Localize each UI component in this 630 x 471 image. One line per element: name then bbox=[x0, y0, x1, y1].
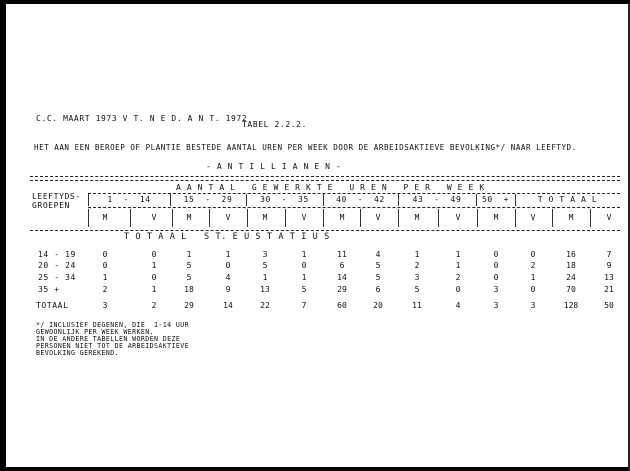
total-cell: 60 bbox=[337, 301, 347, 310]
group-divider bbox=[170, 194, 171, 206]
rule-top-2 bbox=[30, 180, 620, 181]
group-divider bbox=[476, 194, 477, 206]
total-cell: 7 bbox=[301, 301, 307, 310]
table-cell: 2 bbox=[102, 285, 108, 294]
table-cell: 6 bbox=[375, 285, 381, 294]
rule-hours bbox=[88, 207, 620, 208]
group-divider bbox=[323, 194, 324, 206]
column-divider bbox=[172, 209, 173, 227]
table-cell: 18 bbox=[184, 285, 194, 294]
table-cell: 1 bbox=[102, 273, 108, 282]
rule-header-bottom bbox=[30, 230, 620, 231]
sex-label: M bbox=[568, 213, 574, 222]
table-cell: 1 bbox=[414, 250, 420, 259]
sex-label: M bbox=[262, 213, 268, 222]
total-cell: 20 bbox=[373, 301, 383, 310]
total-cell: 128 bbox=[563, 301, 579, 310]
column-divider bbox=[130, 209, 131, 227]
total-label: TOTAAL bbox=[36, 301, 69, 310]
table-cell: 1 bbox=[301, 273, 307, 282]
sex-label: M bbox=[102, 213, 108, 222]
group-divider bbox=[398, 194, 399, 206]
table-cell: 0 bbox=[530, 285, 536, 294]
table-cell: 0 bbox=[493, 261, 499, 270]
group-divider bbox=[246, 194, 247, 206]
table-cell: 0 bbox=[151, 273, 157, 282]
hour-group-label: 50 + bbox=[481, 195, 510, 204]
column-divider bbox=[477, 209, 478, 227]
sex-label: M bbox=[186, 213, 192, 222]
table-number: TABEL 2.2.2. bbox=[242, 120, 307, 129]
table-cell: 5 bbox=[186, 273, 192, 282]
table-cell: 1 bbox=[455, 250, 461, 259]
column-divider bbox=[590, 209, 591, 227]
row-age-label: 35 + bbox=[38, 285, 60, 294]
table-cell: 1 bbox=[225, 250, 231, 259]
sex-label: V bbox=[455, 213, 461, 222]
column-divider bbox=[360, 209, 361, 227]
column-divider bbox=[247, 209, 248, 227]
hour-group-label: 43 - 49 bbox=[412, 195, 462, 204]
table-cell: 4 bbox=[375, 250, 381, 259]
hour-group-label: T O T A A L bbox=[537, 195, 598, 204]
table-cell: 0 bbox=[493, 250, 499, 259]
table-cell: 0 bbox=[493, 273, 499, 282]
table-cell: 6 bbox=[339, 261, 345, 270]
column-divider bbox=[88, 209, 89, 227]
table-cell: 13 bbox=[604, 273, 614, 282]
table-cell: 24 bbox=[566, 273, 576, 282]
table-cell: 18 bbox=[566, 261, 576, 270]
total-cell: 29 bbox=[184, 301, 194, 310]
sex-label: V bbox=[606, 213, 612, 222]
rule-group bbox=[88, 193, 620, 194]
table-cell: 29 bbox=[337, 285, 347, 294]
table-subtitle: - A N T I L L I A N E N - bbox=[206, 162, 342, 171]
hour-group-label: 30 - 35 bbox=[260, 195, 309, 204]
hour-group-label: 15 - 29 bbox=[183, 195, 233, 204]
hours-group-label: A A N T A L G E W E R K T E U R E N P E R W E E K bbox=[176, 183, 485, 192]
table-cell: 3 bbox=[493, 285, 499, 294]
table-cell: 3 bbox=[414, 273, 420, 282]
table-cell: 0 bbox=[301, 261, 307, 270]
sex-label: V bbox=[530, 213, 536, 222]
total-cell: 4 bbox=[455, 301, 461, 310]
table-cell: 0 bbox=[102, 261, 108, 270]
row-age-label: 14 - 19 bbox=[38, 250, 76, 259]
sex-label: V bbox=[151, 213, 157, 222]
table-cell: 5 bbox=[186, 261, 192, 270]
row-age-label: 20 - 24 bbox=[38, 261, 76, 270]
source-line: C.C. MAART 1973 V T. N E D. A N T. 1972 bbox=[36, 114, 248, 123]
table-cell: 3 bbox=[262, 250, 268, 259]
table-cell: 11 bbox=[337, 250, 347, 259]
total-cell: 3 bbox=[530, 301, 536, 310]
table-cell: 0 bbox=[102, 250, 108, 259]
rule-top bbox=[30, 176, 620, 177]
table-cell: 13 bbox=[260, 285, 270, 294]
total-cell: 2 bbox=[151, 301, 157, 310]
total-cell: 3 bbox=[493, 301, 499, 310]
table-cell: 0 bbox=[151, 250, 157, 259]
sex-label: V bbox=[225, 213, 231, 222]
column-divider bbox=[209, 209, 210, 227]
table-cell: 7 bbox=[606, 250, 612, 259]
table-cell: 1 bbox=[262, 273, 268, 282]
row-header-label: LEEFTYDS- GROEPEN bbox=[32, 192, 81, 210]
table-cell: 1 bbox=[455, 261, 461, 270]
table-cell: 70 bbox=[566, 285, 576, 294]
total-cell: 22 bbox=[260, 301, 270, 310]
total-cell: 3 bbox=[102, 301, 108, 310]
column-divider bbox=[515, 209, 516, 227]
table-cell: 0 bbox=[530, 250, 536, 259]
table-cell: 0 bbox=[225, 261, 231, 270]
table-cell: 2 bbox=[455, 273, 461, 282]
row-age-label: 25 - 34 bbox=[38, 273, 76, 282]
group-divider bbox=[515, 194, 516, 206]
section-title: T O T A A L S T. E U S T A T I U S bbox=[124, 232, 330, 242]
total-cell: 11 bbox=[412, 301, 422, 310]
group-divider bbox=[88, 194, 89, 206]
sex-label: V bbox=[301, 213, 307, 222]
table-cell: 5 bbox=[375, 273, 381, 282]
table-cell: 1 bbox=[151, 261, 157, 270]
table-cell: 2 bbox=[414, 261, 420, 270]
total-cell: 50 bbox=[604, 301, 614, 310]
column-divider bbox=[552, 209, 553, 227]
table-cell: 5 bbox=[375, 261, 381, 270]
column-divider bbox=[323, 209, 324, 227]
footnote: */ INCLUSIEF DEGENEN, DIE 1-14 UUR GEWOONLIJK PER WEEK WERKEN. IN DE ANDERE TABELLEN WORDEN DEZE PERSONEN NIET TOT DE ARBEIDSAKTIEVE BEVOLKING GEREKEND. bbox=[36, 321, 189, 357]
sex-label: M bbox=[493, 213, 499, 222]
column-divider bbox=[398, 209, 399, 227]
table-cell: 1 bbox=[151, 285, 157, 294]
table-cell: 14 bbox=[337, 273, 347, 282]
table-cell: 1 bbox=[530, 273, 536, 282]
table-cell: 5 bbox=[301, 285, 307, 294]
column-divider bbox=[438, 209, 439, 227]
table-cell: 21 bbox=[604, 285, 614, 294]
table-cell: 16 bbox=[566, 250, 576, 259]
table-cell: 1 bbox=[301, 250, 307, 259]
table-title: HET AAN EEN BEROEP OF PLANTIE BESTEDE AANTAL UREN PER WEEK DOOR DE ARBEIDSAKTIEVE BEVOLKING*/ NAAR LEEFTYD. bbox=[34, 143, 577, 152]
total-cell: 14 bbox=[223, 301, 233, 310]
table-cell: 0 bbox=[455, 285, 461, 294]
table-cell: 2 bbox=[530, 261, 536, 270]
sex-label: M bbox=[414, 213, 420, 222]
hour-group-label: 40 - 42 bbox=[336, 195, 385, 204]
table-cell: 5 bbox=[414, 285, 420, 294]
table-cell: 9 bbox=[225, 285, 231, 294]
column-divider bbox=[285, 209, 286, 227]
table-cell: 1 bbox=[186, 250, 192, 259]
sex-label: M bbox=[339, 213, 345, 222]
table-cell: 9 bbox=[606, 261, 612, 270]
table-cell: 4 bbox=[225, 273, 231, 282]
hour-group-label: 1 - 14 bbox=[107, 195, 151, 204]
sex-label: V bbox=[375, 213, 381, 222]
table-cell: 5 bbox=[262, 261, 268, 270]
